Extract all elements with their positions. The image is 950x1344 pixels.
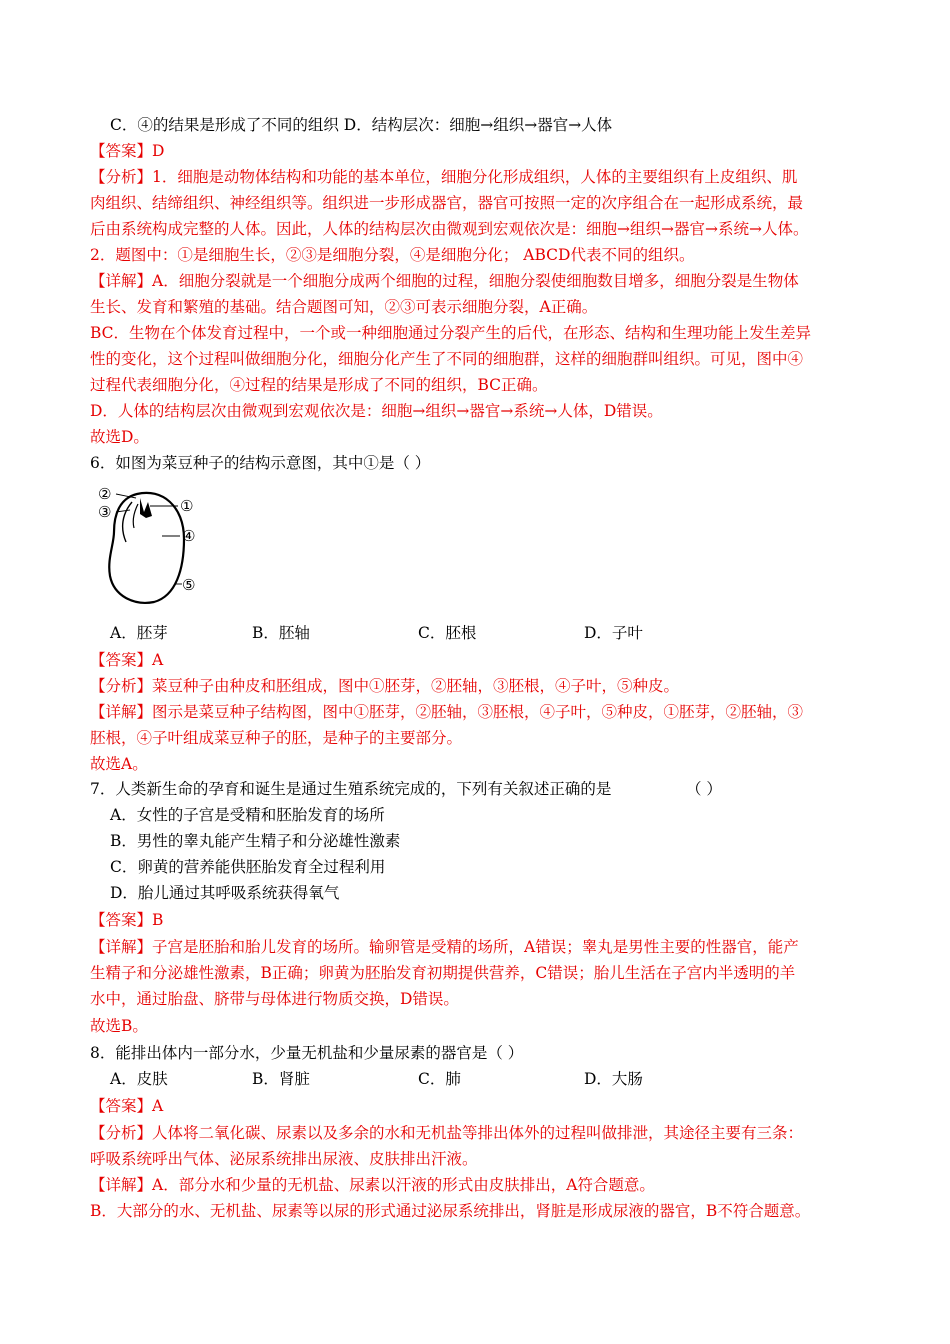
q5-analysis-line: 2．题图中：①是细胞生长，②③是细胞分裂，④是细胞分化； ABCD代表不同的组织。	[90, 246, 695, 264]
q7-option-d[interactable]: D．胎儿通过其呼吸系统获得氧气	[110, 884, 340, 902]
q8-analysis-line: 呼吸系统呼出气体、泌尿系统排出尿液、皮肤排出汗液。	[90, 1150, 478, 1168]
q6-detail-line: 胚根，④子叶组成菜豆种子的胚，是种子的主要部分。	[90, 729, 463, 747]
q7-choose: 故选B。	[90, 1017, 148, 1035]
q8-option-b[interactable]: B．肾脏	[252, 1070, 310, 1088]
q7-option-b[interactable]: B．男性的睾丸能产生精子和分泌雄性激素	[110, 832, 401, 850]
plumule-shape	[140, 498, 152, 518]
q5-answer: 【答案】D	[90, 142, 165, 160]
q8-option-c[interactable]: C．肺	[418, 1070, 461, 1088]
q5-detail-line: 过程代表细胞分化，④过程的结果是形成了不同的组织，BC正确。	[90, 376, 548, 394]
q6-option-a[interactable]: A．胚芽	[110, 624, 168, 642]
q6-option-c[interactable]: C．胚根	[418, 624, 477, 642]
q6-detail-line: 【详解】图示是菜豆种子结构图，图中①胚芽，②胚轴，③胚根，④子叶，⑤种皮，①胚芽，②胚轴，③	[90, 703, 804, 721]
label-2: ②	[98, 485, 112, 503]
bean-seed-diagram	[92, 484, 212, 608]
q5-analysis-line: 【分析】1．细胞是动物体结构和功能的基本单位，细胞分化形成组织，人体的主要组织有上皮组织、肌	[90, 168, 798, 186]
q5-detail-line: 性的变化，这个过程叫做细胞分化，细胞分化产生了不同的细胞群，这样的细胞群叫组织。可见，图中④	[90, 350, 804, 368]
q7-detail-line: 水中，通过胎盘、脐带与母体进行物质交换，D错误。	[90, 990, 459, 1008]
q6-analysis: 【分析】菜豆种子由种皮和胚组成，图中①胚芽，②胚轴，③胚根，④子叶，⑤种皮。	[90, 677, 680, 695]
cotyledon-edge	[123, 502, 132, 542]
q7-detail-line: 【详解】子宫是胚胎和胎儿发育的场所。输卵管是受精的场所，A错误；睾丸是男性主要的性器官，能产	[90, 938, 799, 956]
label-1: ①	[180, 497, 194, 515]
label-4: ④	[182, 527, 196, 545]
q8-analysis-line: 【分析】人体将二氧化碳、尿素以及多余的水和无机盐等排出体外的过程叫做排泄，其途径主要有三条：	[90, 1124, 804, 1142]
q5-analysis-line: 后由系统构成完整的人体。因此，人体的结构层次由微观到宏观依次是：细胞→组织→器官→系统→人体。	[90, 220, 809, 238]
q5-choose: 故选D。	[90, 428, 149, 446]
q8-answer: 【答案】A	[90, 1097, 164, 1115]
q8-detail-line: 【详解】A．部分水和少量的无机盐、尿素以汗液的形式由皮肤排出，A符合题意。	[90, 1176, 655, 1194]
q7-answer: 【答案】B	[90, 911, 164, 929]
q5-options-cd: C．④的结果是形成了不同的组织 D．结构层次：细胞→组织→器官→人体	[110, 116, 613, 134]
q5-detail-line: D．人体的结构层次由微观到宏观依次是：细胞→组织→器官→系统→人体，D错误。	[90, 402, 663, 420]
radicle-shape	[133, 504, 138, 528]
q8-option-d[interactable]: D．大肠	[584, 1070, 643, 1088]
q6-answer: 【答案】A	[90, 651, 164, 669]
q6-choose: 故选A。	[90, 755, 148, 773]
q6-option-d[interactable]: D．子叶	[584, 624, 643, 642]
q6-stem: 6．如图为菜豆种子的结构示意图，其中①是（ ）	[90, 454, 431, 472]
q8-stem: 8．能排出体内一部分水，少量无机盐和少量尿素的器官是（ ）	[90, 1044, 524, 1062]
q5-detail-line: 生长、发育和繁殖的基础。结合题图可知，②③可表示细胞分裂，A正确。	[90, 298, 598, 316]
q7-option-a[interactable]: A．女性的子宫是受精和胚胎发育的场所	[110, 806, 385, 824]
q7-stem: 7．人类新生命的孕育和诞生是通过生殖系统完成的，下列有关叙述正确的是	[90, 780, 612, 798]
label-3: ③	[98, 503, 112, 521]
label-5: ⑤	[182, 576, 196, 594]
q7-option-c[interactable]: C．卵黄的营养能供胚胎发育全过程利用	[110, 858, 386, 876]
q7-detail-line: 生精子和分泌雄性激素，B正确；卵黄为胚胎发育初期提供营养，C错误；胎儿生活在子宫内半透明的羊	[90, 964, 796, 982]
q5-detail-line: 【详解】A．细胞分裂就是一个细胞分成两个细胞的过程，细胞分裂使细胞数目增多，细胞分裂是生物体	[90, 272, 799, 290]
q8-option-a[interactable]: A．皮肤	[110, 1070, 168, 1088]
q5-detail-line: BC．生物在个体发育过程中，一个或一种细胞通过分裂产生的后代，在形态、结构和生理功能上发生差异	[90, 324, 812, 342]
q5-analysis-line: 肉组织、结缔组织、神经组织等。组织进一步形成器官，器官可按照一定的次序组合在一起形成系统，最	[90, 194, 804, 212]
q7-paren: （ ）	[686, 780, 722, 798]
q8-detail-line: B．大部分的水、无机盐、尿素等以尿的形式通过泌尿系统排出，肾脏是形成尿液的器官，B不符合题意。	[90, 1202, 811, 1220]
q6-option-b[interactable]: B．胚轴	[252, 624, 310, 642]
